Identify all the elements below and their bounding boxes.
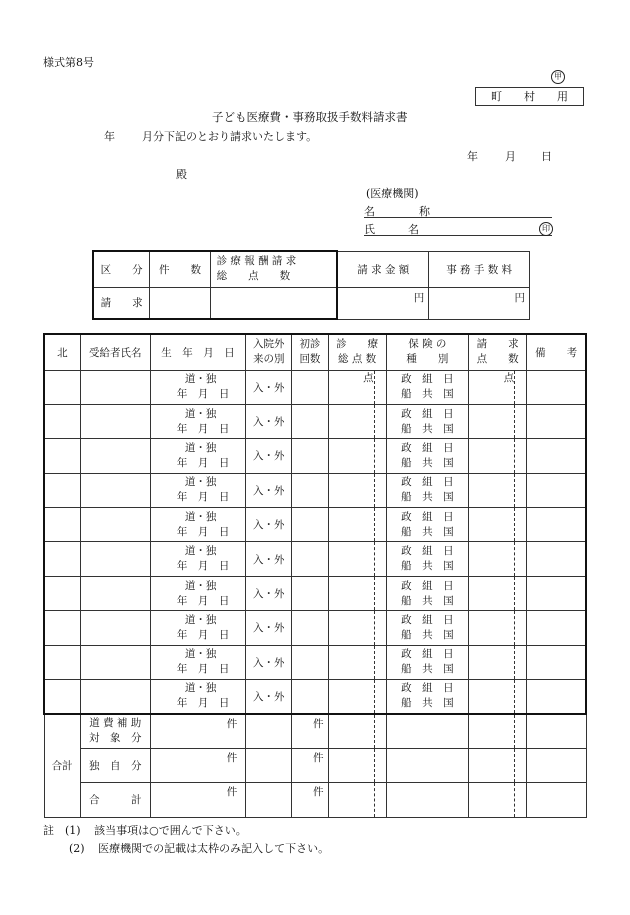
detail-row — [44, 611, 586, 645]
cell-points — [328, 473, 374, 507]
header-first-1: 初診 — [299, 338, 321, 351]
cell-birth-2: 年 月 日 — [176, 594, 230, 607]
form-number: 様式第8号 — [43, 56, 94, 69]
cell-inout: 入・外 — [246, 542, 292, 576]
totals-remarks — [527, 748, 586, 782]
cell-birth-1: 道・独 — [184, 682, 217, 695]
cell-points — [328, 611, 374, 645]
addressee-suffix: 殿 — [176, 168, 187, 181]
detail-row — [44, 576, 586, 610]
summary-kensu: 件 数 — [150, 251, 210, 287]
detail-row — [44, 404, 586, 438]
cell-recipient — [80, 611, 150, 645]
cell-claim — [468, 576, 514, 610]
date-month: 月 — [505, 150, 516, 163]
header-claim — [468, 334, 526, 370]
cell-claim-sub — [515, 439, 527, 473]
totals-remarks — [527, 783, 586, 817]
cell-points — [328, 439, 374, 473]
seal-label: 印 — [539, 222, 553, 236]
date-day: 日 — [541, 150, 552, 163]
totals-claim-sub — [515, 783, 527, 817]
cell-birth-1: 道・独 — [184, 579, 217, 592]
cell-birth — [150, 508, 245, 542]
cell-insurance-1: 政 組 日 — [401, 373, 454, 386]
cell-points — [328, 542, 374, 576]
summary-shinryo-1: 診 療 報 酬 請 求 — [216, 255, 297, 268]
cell-birth — [150, 439, 245, 473]
cell-recipient — [80, 439, 150, 473]
institution-name-label: 名 称 — [364, 205, 430, 218]
cell-birth-2: 年 月 日 — [176, 697, 230, 710]
header-insurance-2: 種 別 — [406, 353, 449, 366]
cell-insurance — [386, 370, 468, 404]
totals-points — [328, 748, 374, 782]
totals-claim-sub — [515, 714, 527, 748]
cell-insurance-1: 政 組 日 — [401, 545, 454, 558]
cell-birth — [150, 576, 245, 610]
cell-insurance-1: 政 組 日 — [401, 441, 454, 454]
cell-points — [328, 370, 374, 404]
note-2 — [69, 840, 329, 856]
cell-kita — [44, 404, 80, 438]
cell-insurance — [386, 680, 468, 714]
cell-inout: 入・外 — [246, 508, 292, 542]
cell-birth-2: 年 月 日 — [176, 525, 230, 538]
cell-claim — [468, 404, 514, 438]
point-unit: 点 — [503, 371, 515, 384]
totals-points — [328, 783, 374, 817]
cell-birth-1: 道・独 — [184, 613, 217, 626]
header-first — [292, 334, 328, 370]
summary-shinryo-2: 総 点 数 — [216, 270, 291, 283]
header-birth: 生 年 月 日 — [150, 334, 245, 370]
header-recipient: 受給者氏名 — [80, 334, 150, 370]
cell-claim-sub — [515, 542, 527, 576]
summary-table — [92, 250, 530, 320]
totals-doh — [80, 714, 150, 748]
totals-doh-1: 道 費 補 助 — [89, 717, 142, 730]
note-1 — [43, 822, 247, 838]
header-claim-1: 請 求 — [476, 338, 519, 351]
cell-claim-sub — [515, 473, 527, 507]
totals-claim — [468, 748, 514, 782]
cell-inout: 入・外 — [246, 439, 292, 473]
totals-doh-2: 対 象 分 — [89, 732, 142, 745]
summary-seikyu-label: 請 求 — [93, 287, 150, 319]
cell-points-sub — [374, 680, 386, 714]
cell-birth — [150, 611, 245, 645]
cell-inout: 入・外 — [246, 680, 292, 714]
cell-first — [292, 439, 328, 473]
cell-birth-2: 年 月 日 — [176, 491, 230, 504]
cell-kita — [44, 576, 80, 610]
note-1-num: 註 (1) — [43, 824, 81, 837]
cell-first — [292, 576, 328, 610]
cell-recipient — [80, 473, 150, 507]
cell-insurance-2: 船 共 国 — [401, 491, 454, 504]
summary-shinryo — [210, 251, 337, 287]
date-year: 年 — [467, 150, 478, 163]
totals-inout — [246, 748, 292, 782]
totals-insurance — [386, 783, 468, 817]
header-remarks: 備 考 — [527, 334, 586, 370]
cell-insurance — [386, 439, 468, 473]
cell-insurance — [386, 473, 468, 507]
cell-insurance-1: 政 組 日 — [401, 510, 454, 523]
cell-birth-2: 年 月 日 — [176, 456, 230, 469]
header-first-2: 回数 — [299, 353, 321, 366]
cell-recipient — [80, 370, 150, 404]
summary-souten-cell — [210, 287, 337, 319]
cell-insurance-1: 政 組 日 — [401, 648, 454, 661]
header-kita: 北 — [44, 334, 80, 370]
cell-insurance — [386, 645, 468, 679]
cell-first — [292, 404, 328, 438]
cell-points-sub — [374, 645, 386, 679]
totals-points-sub — [374, 748, 386, 782]
cell-remarks — [527, 611, 586, 645]
point-unit: 点 — [363, 371, 374, 384]
town-use-box: 町 村 用 — [475, 87, 584, 106]
cell-kita — [44, 542, 80, 576]
institution-rep-line — [364, 221, 552, 236]
cell-remarks — [527, 645, 586, 679]
totals-inout — [246, 714, 292, 748]
cell-points-sub — [374, 611, 386, 645]
cell-first — [292, 370, 328, 404]
detail-header-row — [44, 334, 586, 370]
cell-kita — [44, 611, 80, 645]
cell-kita — [44, 473, 80, 507]
cell-claim-sub — [515, 370, 527, 404]
summary-jimu-tesuryo: 事 務 手 数 料 — [429, 251, 530, 287]
cell-claim-sub — [515, 645, 527, 679]
cell-insurance-2: 船 共 国 — [401, 560, 454, 573]
cell-birth-2: 年 月 日 — [176, 388, 230, 401]
totals-ken-2: 件 — [292, 783, 328, 817]
cell-points-sub — [374, 576, 386, 610]
cell-insurance-2: 船 共 国 — [401, 525, 454, 538]
cell-first — [292, 508, 328, 542]
stamp-kou-icon — [551, 69, 565, 84]
cell-birth — [150, 473, 245, 507]
cell-claim — [468, 473, 514, 507]
header-insurance — [386, 334, 468, 370]
cell-first — [292, 542, 328, 576]
cell-points — [328, 680, 374, 714]
cell-birth — [150, 680, 245, 714]
cell-kita — [44, 439, 80, 473]
cell-insurance-1: 政 組 日 — [401, 613, 454, 626]
totals-points-sub — [374, 783, 386, 817]
cell-insurance-2: 船 共 国 — [401, 456, 454, 469]
cell-insurance — [386, 404, 468, 438]
cell-recipient — [80, 576, 150, 610]
cell-points — [328, 645, 374, 679]
cell-first — [292, 680, 328, 714]
header-inpatient-2: 来の別 — [253, 353, 285, 366]
cell-remarks — [527, 404, 586, 438]
cell-insurance-2: 船 共 国 — [401, 663, 454, 676]
cell-recipient — [80, 542, 150, 576]
cell-insurance-2: 船 共 国 — [401, 697, 454, 710]
detail-row — [44, 473, 586, 507]
note-2-num: (2) — [69, 842, 85, 855]
cell-birth-1: 道・独 — [184, 476, 217, 489]
cell-claim-sub — [515, 576, 527, 610]
cell-remarks — [527, 508, 586, 542]
cell-points-sub — [374, 508, 386, 542]
note-2-text: 医療機関での記載は太枠のみ記入して下さい。 — [98, 842, 330, 855]
cell-points-sub — [374, 404, 386, 438]
cell-points-sub — [374, 439, 386, 473]
note-1-text: 該当事項は○で囲んで下さい。 — [94, 824, 247, 837]
totals-points-sub — [374, 714, 386, 748]
cell-inout: 入・外 — [246, 473, 292, 507]
totals-row — [44, 748, 586, 782]
totals-label: 合計 — [44, 714, 80, 817]
cell-birth — [150, 542, 245, 576]
cell-insurance — [386, 542, 468, 576]
cell-birth — [150, 645, 245, 679]
cell-inout: 入・外 — [246, 576, 292, 610]
cell-claim — [468, 680, 514, 714]
totals-claim-sub — [515, 748, 527, 782]
institution-name-line — [364, 203, 552, 218]
institution-rep-label: 氏 名 — [364, 223, 419, 236]
seal-icon — [539, 221, 553, 236]
cell-birth-1: 道・独 — [184, 407, 217, 420]
detail-row — [44, 439, 586, 473]
cell-claim-sub — [515, 508, 527, 542]
cell-claim — [468, 370, 514, 404]
header-points-2: 総 点 数 — [338, 353, 377, 366]
totals-row — [44, 783, 586, 817]
totals-claim — [468, 783, 514, 817]
cell-insurance — [386, 576, 468, 610]
totals-ken-1: 件 — [150, 714, 245, 748]
cell-points — [328, 404, 374, 438]
cell-recipient — [80, 508, 150, 542]
cell-kita — [44, 370, 80, 404]
summary-kubun: 区 分 — [93, 251, 150, 287]
detail-row — [44, 645, 586, 679]
cell-points-sub — [374, 473, 386, 507]
intro-year: 年 — [104, 130, 115, 143]
cell-first — [292, 473, 328, 507]
cell-insurance-1: 政 組 日 — [401, 407, 454, 420]
cell-recipient — [80, 404, 150, 438]
institution-heading: (医療機関) — [366, 187, 419, 200]
cell-remarks — [527, 473, 586, 507]
cell-remarks — [527, 576, 586, 610]
header-points — [328, 334, 386, 370]
cell-kita — [44, 645, 80, 679]
intro-text: 月分下記のとおり請求いたします。 — [142, 130, 318, 143]
cell-birth-2: 年 月 日 — [176, 560, 230, 573]
header-points-1: 診 療 — [336, 338, 379, 351]
cell-first — [292, 611, 328, 645]
cell-claim — [468, 645, 514, 679]
totals-ken-1: 件 — [150, 783, 245, 817]
detail-row — [44, 370, 586, 404]
cell-kita — [44, 508, 80, 542]
cell-claim — [468, 542, 514, 576]
cell-claim — [468, 611, 514, 645]
cell-insurance-2: 船 共 国 — [401, 594, 454, 607]
totals-insurance — [386, 714, 468, 748]
cell-insurance-2: 船 共 国 — [401, 422, 454, 435]
cell-claim-sub — [515, 611, 527, 645]
detail-row — [44, 542, 586, 576]
cell-insurance-2: 船 共 国 — [401, 628, 454, 641]
stamp-kou-label: 甲 — [551, 70, 565, 84]
cell-birth-1: 道・独 — [184, 510, 217, 523]
cell-inout: 入・外 — [246, 404, 292, 438]
cell-remarks — [527, 370, 586, 404]
cell-claim-sub — [515, 404, 527, 438]
cell-birth-1: 道・独 — [184, 373, 217, 386]
summary-yen-1: 円 — [337, 287, 428, 319]
cell-inout: 入・外 — [246, 645, 292, 679]
cell-insurance — [386, 508, 468, 542]
totals-points — [328, 714, 374, 748]
cell-birth — [150, 370, 245, 404]
cell-remarks — [527, 542, 586, 576]
cell-first — [292, 645, 328, 679]
cell-birth-2: 年 月 日 — [176, 628, 230, 641]
cell-insurance-1: 政 組 日 — [401, 579, 454, 592]
cell-claim-sub — [515, 680, 527, 714]
totals-inout — [246, 783, 292, 817]
totals-gokei: 合 計 — [80, 783, 150, 817]
totals-insurance — [386, 748, 468, 782]
header-claim-2: 点 数 — [476, 353, 519, 366]
cell-remarks — [527, 680, 586, 714]
cell-birth-2: 年 月 日 — [176, 422, 230, 435]
cell-insurance-2: 船 共 国 — [401, 388, 454, 401]
cell-inout: 入・外 — [246, 611, 292, 645]
cell-birth — [150, 404, 245, 438]
totals-remarks — [527, 714, 586, 748]
cell-points-sub — [374, 370, 386, 404]
cell-birth-1: 道・独 — [184, 648, 217, 661]
totals-ken-2: 件 — [292, 748, 328, 782]
summary-yen-2: 円 — [429, 287, 530, 319]
cell-insurance-1: 政 組 日 — [401, 476, 454, 489]
totals-row — [44, 714, 586, 748]
cell-recipient — [80, 680, 150, 714]
summary-kensu-cell — [150, 287, 210, 319]
totals-ken-2: 件 — [292, 714, 328, 748]
totals-ken-1: 件 — [150, 748, 245, 782]
cell-birth-1: 道・独 — [184, 441, 217, 454]
cell-claim — [468, 508, 514, 542]
totals-claim — [468, 714, 514, 748]
header-insurance-1: 保 険 の — [408, 338, 447, 351]
cell-points — [328, 576, 374, 610]
cell-inout: 入・外 — [246, 370, 292, 404]
header-inpatient — [246, 334, 292, 370]
header-inpatient-1: 入院外 — [253, 338, 285, 351]
detail-table — [43, 333, 587, 818]
cell-birth-1: 道・独 — [184, 545, 217, 558]
cell-claim — [468, 439, 514, 473]
form-title: 子ども医療費・事務取扱手数料請求書 — [212, 110, 408, 124]
cell-remarks — [527, 439, 586, 473]
cell-insurance — [386, 611, 468, 645]
cell-recipient — [80, 645, 150, 679]
cell-points — [328, 508, 374, 542]
detail-row — [44, 680, 586, 714]
detail-row — [44, 508, 586, 542]
cell-kita — [44, 680, 80, 714]
cell-insurance-1: 政 組 日 — [401, 682, 454, 695]
cell-points-sub — [374, 542, 386, 576]
cell-birth-2: 年 月 日 — [176, 663, 230, 676]
summary-seikyu-kingaku: 請 求 金 額 — [337, 251, 428, 287]
totals-dokuji: 独 自 分 — [80, 748, 150, 782]
